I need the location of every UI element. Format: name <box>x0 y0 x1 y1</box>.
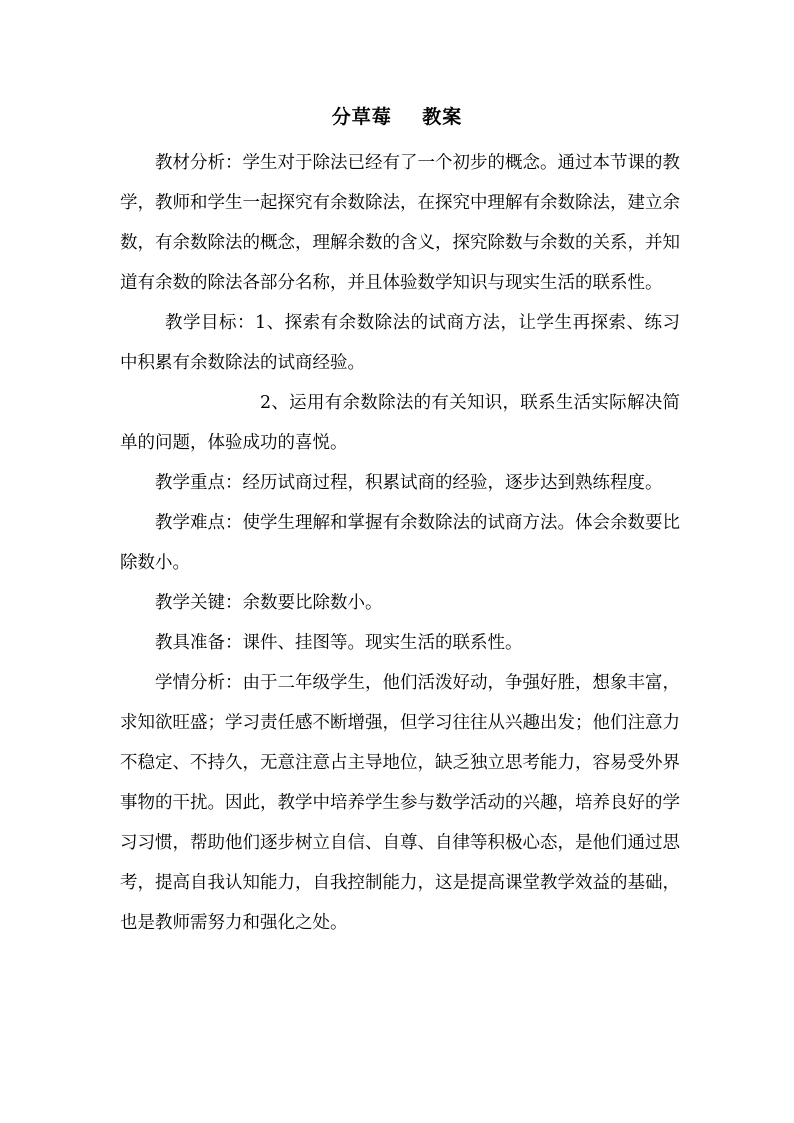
paragraph-teaching-goal-1: 教学目标：1、探索有余数除法的试商方法，让学生再探索、练习中积累有余数除法的试商经验。 <box>120 313 680 373</box>
paragraph-teaching-key: 教学关键：余数要比除数小。 <box>155 593 383 613</box>
paragraph-textbook-analysis: 教材分析：学生对于除法已经有了一个初步的概念。通过本节课的教学，教师和学生一起探究有余数除法，在探究中理解有余数除法，建立余数，有余数除法的概念，理解余数的含义，探究除数与余数的关系，并知道有余数的除法各部分名称，并且体验数学知识与现实生活的联系性。 <box>120 153 680 293</box>
paragraph-teaching-key-point: 教学重点：经历试商过程，积累试商的经验，逐步达到熟练程度。 <box>155 473 663 493</box>
document-body <box>120 143 680 943</box>
paragraph-learner-analysis: 学情分析：由于二年级学生，他们活泼好动，争强好胜，想象丰富，求知欲旺盛；学习责任感不断增强，但学习往往从兴趣出发；他们注意力不稳定、不持久，无意注意占主导地位，缺乏独立思考能力，容易受外界事物的干扰。因此，教学中培养学生参与数学活动的兴趣，培养良好的学习习惯，帮助他们逐步树立自信、自尊、自律等积极心态，是他们通过思考，提高自我认知能力，自我控制能力，这是提高课堂教学效益的基础，也是教师需努力和强化之处。 <box>120 673 680 933</box>
document-title: 分草莓 教案 <box>331 106 463 128</box>
paragraph-teaching-goal-2: 2、运用有余数除法的有关知识，联系生活实际解决简单的问题，体验成功的喜悦。 <box>120 393 680 453</box>
paragraph-teaching-difficulty: 教学难点：使学生理解和掌握有余数除法的试商方法。体会余数要比除数小。 <box>120 513 680 573</box>
paragraph-teaching-materials: 教具准备：课件、挂图等。现实生活的联系性。 <box>155 633 523 653</box>
